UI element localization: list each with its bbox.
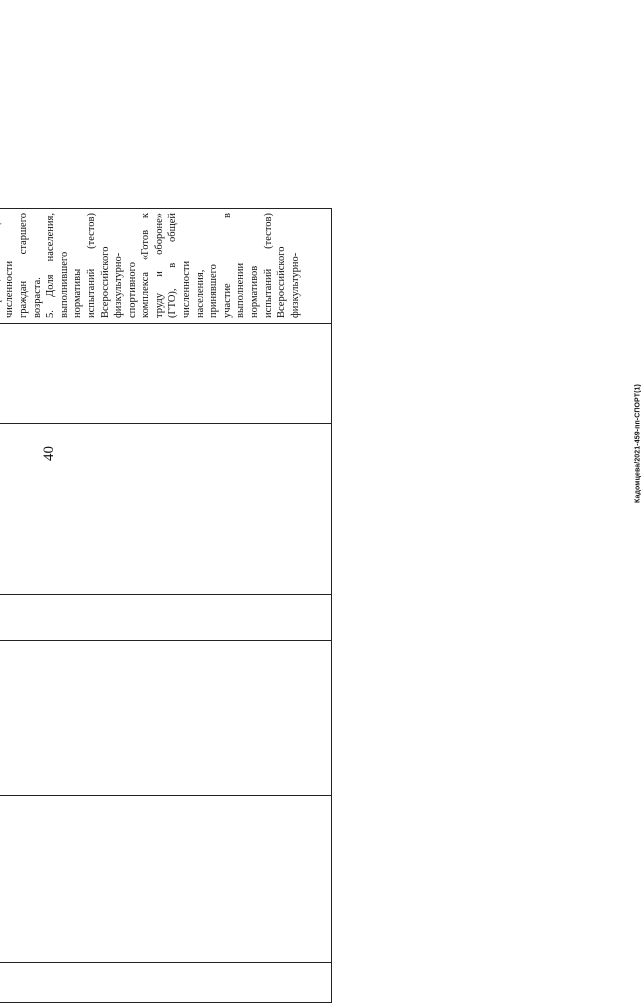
program-table <box>0 208 332 1003</box>
indicator-line: Всероссийского <box>99 246 111 318</box>
rotated-table-container <box>0 209 332 1003</box>
indicator-line: населения, <box>194 269 206 318</box>
indicator-line: Всероссийского <box>276 246 288 318</box>
indicator-line: испытаний (тестов) <box>85 213 97 318</box>
cell-col-3 <box>0 641 332 796</box>
indicator-line: возраста. <box>31 277 43 318</box>
indicator-line: выполнившего <box>58 251 70 318</box>
cell-col-5 <box>0 424 332 595</box>
indicator-line: испытаний (тестов) <box>262 213 274 318</box>
indicator-line: физкультурно- <box>289 252 301 318</box>
cell-col-7 <box>0 209 332 324</box>
indicator-line: выполнении <box>235 262 247 318</box>
cell-col-4 <box>0 595 332 641</box>
page-number: 40 <box>41 446 57 461</box>
indicator-line: численности <box>4 260 16 318</box>
indicator-line: 5. Доля населения, <box>45 213 57 318</box>
table-row <box>0 209 332 1003</box>
indicator-line: нормативов <box>249 265 261 318</box>
indicator-line: физкультурно- <box>113 252 125 318</box>
indicator-line: труду и обороне» <box>153 213 165 318</box>
indicator-line: (ГТО), в общей <box>167 213 179 318</box>
cell-col-6 <box>0 324 332 424</box>
indicator-line: нормативы <box>72 268 84 318</box>
document-code: Кадомцева/2021-459-пп-СПОРТ(1) <box>634 384 642 503</box>
indicator-line: спортивного <box>126 262 138 318</box>
cell-col-2 <box>0 796 332 963</box>
indicator-line: принявшего <box>208 264 220 318</box>
indicators-text <box>0 209 302 323</box>
indicator-line: граждан старшего <box>17 213 29 318</box>
indicator-line: численности <box>181 260 193 318</box>
indicator-line: участие в <box>221 213 233 318</box>
indicator-line: комплекса «Готов к <box>140 213 152 318</box>
cell-col-1 <box>0 963 332 1003</box>
